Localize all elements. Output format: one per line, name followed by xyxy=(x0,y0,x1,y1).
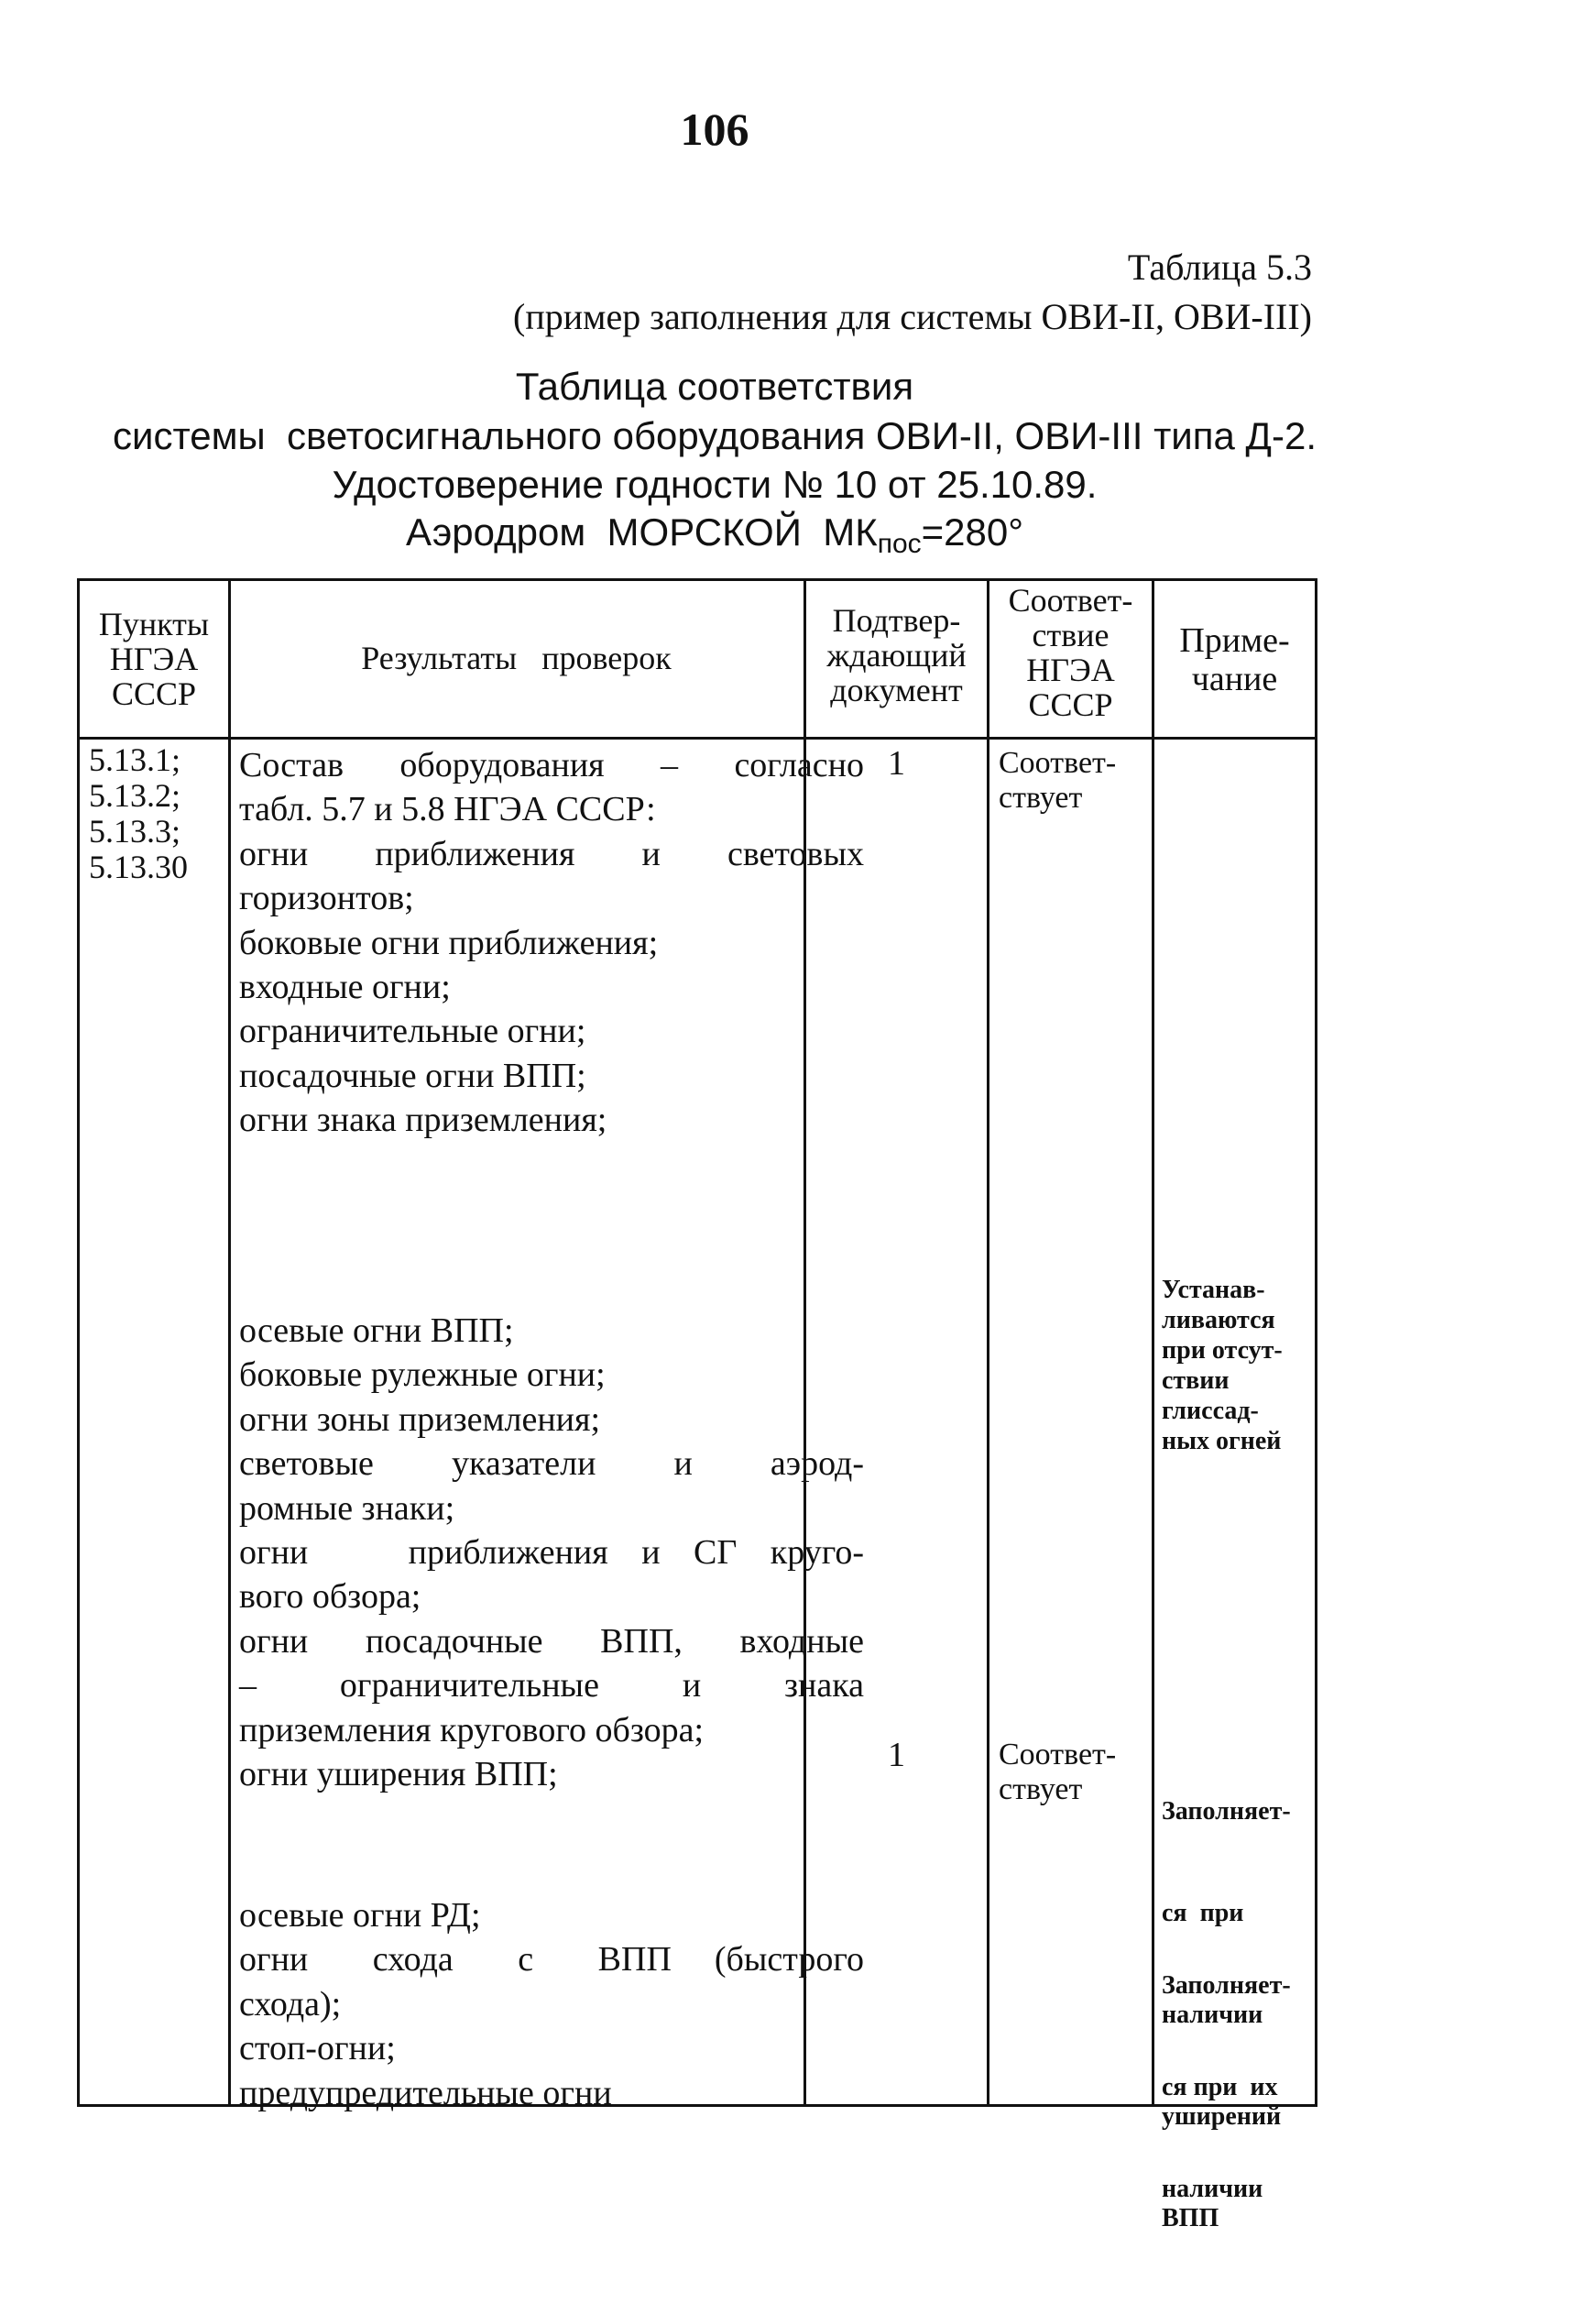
compliance-1: Соответ- ствует xyxy=(999,746,1117,815)
note-touchdown-sign: Устанав- ливаются при отсут- ствии глиссад- ных огней xyxy=(1162,1276,1283,1455)
header-compliance: Соответ- ствие НГЭА СССР xyxy=(1008,582,1133,723)
results-list-lights: осевые огни ВПП; боковые рулежные огни; огни зоны приземления; световые указатели и аэрод- ромные знаки; огни приближения и СГ круго- вого обзора; огни посадочные ВПП, входные – ограничительные и знака приземления кругового обзора; огни уширения ВПП; xyxy=(239,1311,864,1794)
table-subtitle: (пример заполнения для системы ОВИ-II, ОВИ-III) xyxy=(513,296,1312,337)
header-divider xyxy=(80,737,1315,740)
compliance-2: Соответ- ствует xyxy=(999,1738,1117,1806)
conformity-table xyxy=(77,578,1317,2232)
heading-line-2: системы светосигнального оборудования ОВИ-II, ОВИ-III типа Д-2. xyxy=(113,414,1317,457)
column-divider xyxy=(987,581,989,2104)
column-divider xyxy=(1152,581,1154,2104)
document-ref-1: 1 xyxy=(888,744,905,783)
note-if-present: Заполняет- ся при их наличии xyxy=(1162,1971,1291,2203)
aerodrome-label: Аэродром МОРСКОЙ МК xyxy=(405,510,878,554)
page-number: 106 xyxy=(680,104,749,155)
points-list: 5.13.1; 5.13.2; 5.13.3; 5.13.30 xyxy=(89,741,188,885)
heading-line-1: Таблица соответствия xyxy=(515,365,914,408)
heading-line-3: Удостоверение годности № 10 от 25.10.89. xyxy=(332,463,1098,506)
heading-subscript: пос xyxy=(877,529,922,559)
header-results: Результаты проверок xyxy=(361,640,672,676)
header-note: Приме- чание xyxy=(1179,621,1290,698)
table-label: Таблица 5.3 xyxy=(1127,247,1312,288)
header-points: Пункты НГЭА СССР xyxy=(98,606,210,712)
heading-line-4 xyxy=(92,510,1338,567)
header-document: Подтвер- ждающий документ xyxy=(826,602,967,708)
results-list-taxiway: осевые огни РД; огни схода с ВПП (быстрого схода); стоп-огни; предупредительные огни xyxy=(239,1896,864,2112)
note-runway-widening: Заполняет- ся при наличии уширений ВПП xyxy=(1162,1797,1291,2232)
heading-course-value: =280° xyxy=(921,510,1024,554)
column-divider xyxy=(228,581,231,2104)
results-list-equipment: Состав оборудования – согласно табл. 5.7 и 5.8 НГЭА СССР: огни приближения и световых горизонтов; боковые огни приближения; входные огни; ограничительные огни; посадочные огни ВПП; огни знака приземления; xyxy=(239,746,864,1140)
document-ref-2: 1 xyxy=(888,1736,905,1774)
